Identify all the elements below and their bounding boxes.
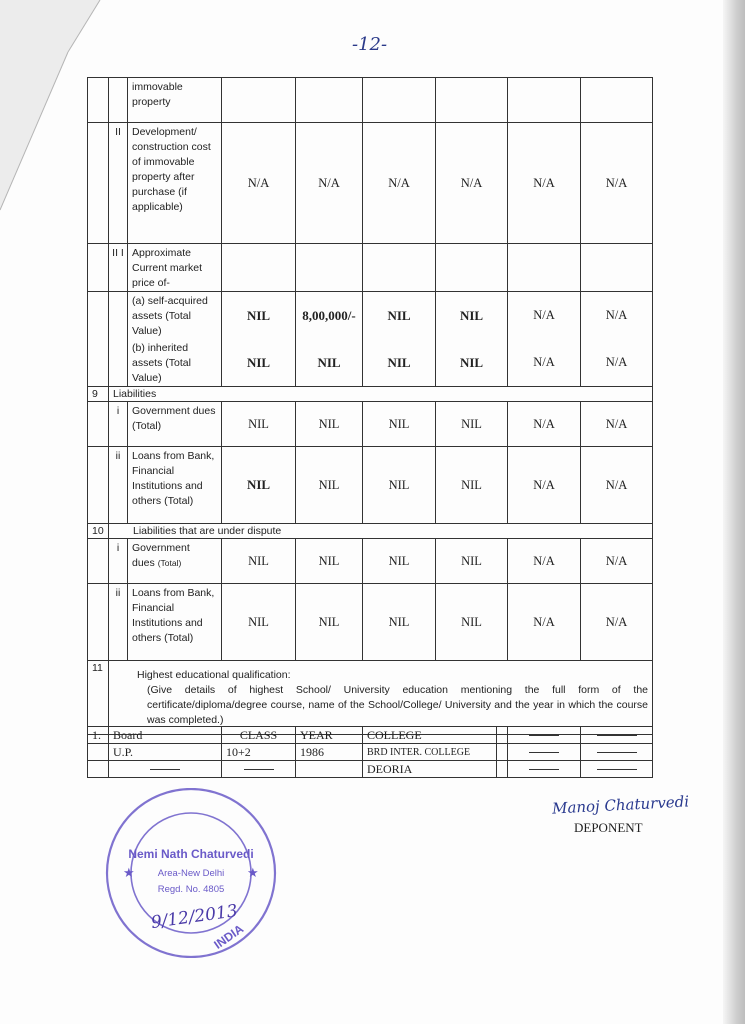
stamp-name: Nemi Nath Chaturvedi: [128, 847, 254, 861]
row-desc-text: dues: [132, 557, 155, 569]
page-edge-shadow: [723, 0, 745, 1024]
cell-value: NIL: [296, 539, 363, 584]
edu-class-header: CLASS: [222, 727, 296, 744]
section-number: 10: [88, 524, 109, 539]
table-row: [88, 78, 653, 123]
cell-value: NIL: [222, 584, 296, 661]
edu-board: U.P.: [109, 744, 222, 761]
cell-value: N/A: [581, 402, 653, 447]
cell-value: NIL: [296, 402, 363, 447]
education-row: [88, 761, 653, 778]
blank-dash: [597, 752, 637, 753]
cell-value: N/A: [581, 584, 653, 661]
edu-year-header: YEAR: [296, 727, 363, 744]
row-desc-text: Government: [132, 542, 190, 554]
cell-value: N/A: [581, 339, 653, 387]
row-num: II: [109, 123, 128, 244]
stamp-star-icon: ★: [247, 866, 259, 881]
cell-value: N/A: [436, 123, 508, 244]
stamp-country: INDIA: [211, 921, 247, 952]
cell-value: NIL: [363, 292, 436, 340]
cell-value: NIL: [363, 539, 436, 584]
row-desc: [128, 539, 222, 584]
cell-value: NIL: [436, 339, 508, 387]
edu-class: 10+2: [222, 744, 296, 761]
cell-value: N/A: [508, 402, 581, 447]
row-desc: Development/ construction cost of immovable property after purchase (if applicable): [128, 123, 222, 244]
row-num: ii: [109, 447, 128, 524]
section-row: [88, 387, 653, 402]
edu-board-header: Board: [109, 727, 222, 744]
table-row: [88, 447, 653, 524]
section-row: [88, 524, 653, 539]
cell-value: NIL: [222, 292, 296, 340]
education-header-row: [88, 727, 653, 744]
row-desc: immovable property: [128, 78, 222, 123]
cell-value: N/A: [296, 123, 363, 244]
deponent-signature: Manoj Chaturvedi: [551, 792, 690, 818]
table-row: [88, 539, 653, 584]
stamp-star-icon: ★: [123, 866, 135, 881]
cell-value: N/A: [508, 292, 581, 340]
education-table: [87, 726, 653, 778]
cell-value: N/A: [508, 584, 581, 661]
cell-value: N/A: [363, 123, 436, 244]
row-desc: (b) inherited assets (Total Value): [128, 339, 222, 387]
table-row: [88, 244, 653, 292]
row-num: ii: [109, 584, 128, 661]
table-row: [88, 584, 653, 661]
row-desc: (a) self-acquired assets (Total Value): [128, 292, 222, 340]
section-row: [88, 661, 653, 735]
section-number: 11: [88, 661, 109, 735]
page-number: -12-: [352, 34, 388, 55]
row-desc: Government dues (Total): [128, 402, 222, 447]
cell-value: 8,00,000/-: [296, 292, 363, 340]
assets-liabilities-table: [87, 77, 653, 735]
deponent-label: DEPONENT: [574, 820, 643, 835]
education-row: [88, 744, 653, 761]
cell-value: NIL: [363, 402, 436, 447]
table-row: [88, 123, 653, 244]
cell-value: NIL: [222, 447, 296, 524]
blank-dash: [529, 752, 559, 753]
section-title: Highest educational qualification:: [137, 668, 291, 681]
stamp-regd: Regd. No. 4805: [157, 884, 225, 895]
row-desc: Loans from Bank, Financial Institutions and others (Total): [128, 584, 222, 661]
cell-value: N/A: [581, 292, 653, 340]
blank-dash: [597, 769, 637, 770]
section-detail: (Give details of highest School/ University education mentioning the full form of the certificate/diploma/degree course, name of the School/College/ University and the year in which the course was completed.): [147, 683, 648, 726]
notary-stamp: [103, 788, 279, 958]
stamp-date: 9/12/2013: [149, 901, 239, 934]
edu-college: BRD INTER. COLLEGE: [363, 744, 497, 761]
cell-value: NIL: [363, 339, 436, 387]
row-desc: Approximate Current market price of-: [128, 244, 222, 292]
section-number: 9: [88, 387, 109, 402]
table-row: [88, 292, 653, 340]
table-row: [88, 339, 653, 387]
row-num: i: [109, 402, 128, 447]
cell-value: N/A: [581, 447, 653, 524]
cell-value: NIL: [436, 447, 508, 524]
blank-dash: [150, 769, 180, 770]
row-num: II I: [109, 244, 128, 292]
table-row: [88, 402, 653, 447]
row-desc: Loans from Bank, Financial Institutions and others (Total): [128, 447, 222, 524]
edu-num: 1.: [88, 727, 109, 744]
cell-value: NIL: [436, 292, 508, 340]
cell-value: N/A: [508, 339, 581, 387]
row-desc-small: (Total): [157, 558, 182, 568]
cell-value: NIL: [296, 584, 363, 661]
cell-value: N/A: [508, 123, 581, 244]
cell-value: NIL: [296, 339, 363, 387]
cell-value: N/A: [581, 539, 653, 584]
row-num: i: [109, 539, 128, 584]
cell-value: N/A: [508, 447, 581, 524]
cell-value: NIL: [222, 539, 296, 584]
cell-value: NIL: [296, 447, 363, 524]
cell-value: NIL: [436, 539, 508, 584]
section-title: Liabilities: [109, 387, 653, 402]
edu-year: 1986: [296, 744, 363, 761]
cell-value: N/A: [508, 539, 581, 584]
cell-value: NIL: [222, 402, 296, 447]
edu-college: DEORIA: [363, 761, 497, 778]
blank-dash: [529, 769, 559, 770]
qualification-text: [109, 661, 653, 735]
cell-value: NIL: [363, 447, 436, 524]
cell-value: NIL: [363, 584, 436, 661]
section-title: Liabilities that are under dispute: [109, 524, 653, 539]
cell-value: N/A: [581, 123, 653, 244]
edu-college-header: COLLEGE: [363, 727, 497, 744]
cell-value: NIL: [222, 339, 296, 387]
cell-value: NIL: [436, 402, 508, 447]
blank-dash: [529, 735, 559, 736]
blank-dash: [597, 735, 637, 736]
cell-value: NIL: [436, 584, 508, 661]
cell-value: N/A: [222, 123, 296, 244]
stamp-area: Area-New Delhi: [157, 868, 225, 879]
blank-dash: [244, 769, 274, 770]
